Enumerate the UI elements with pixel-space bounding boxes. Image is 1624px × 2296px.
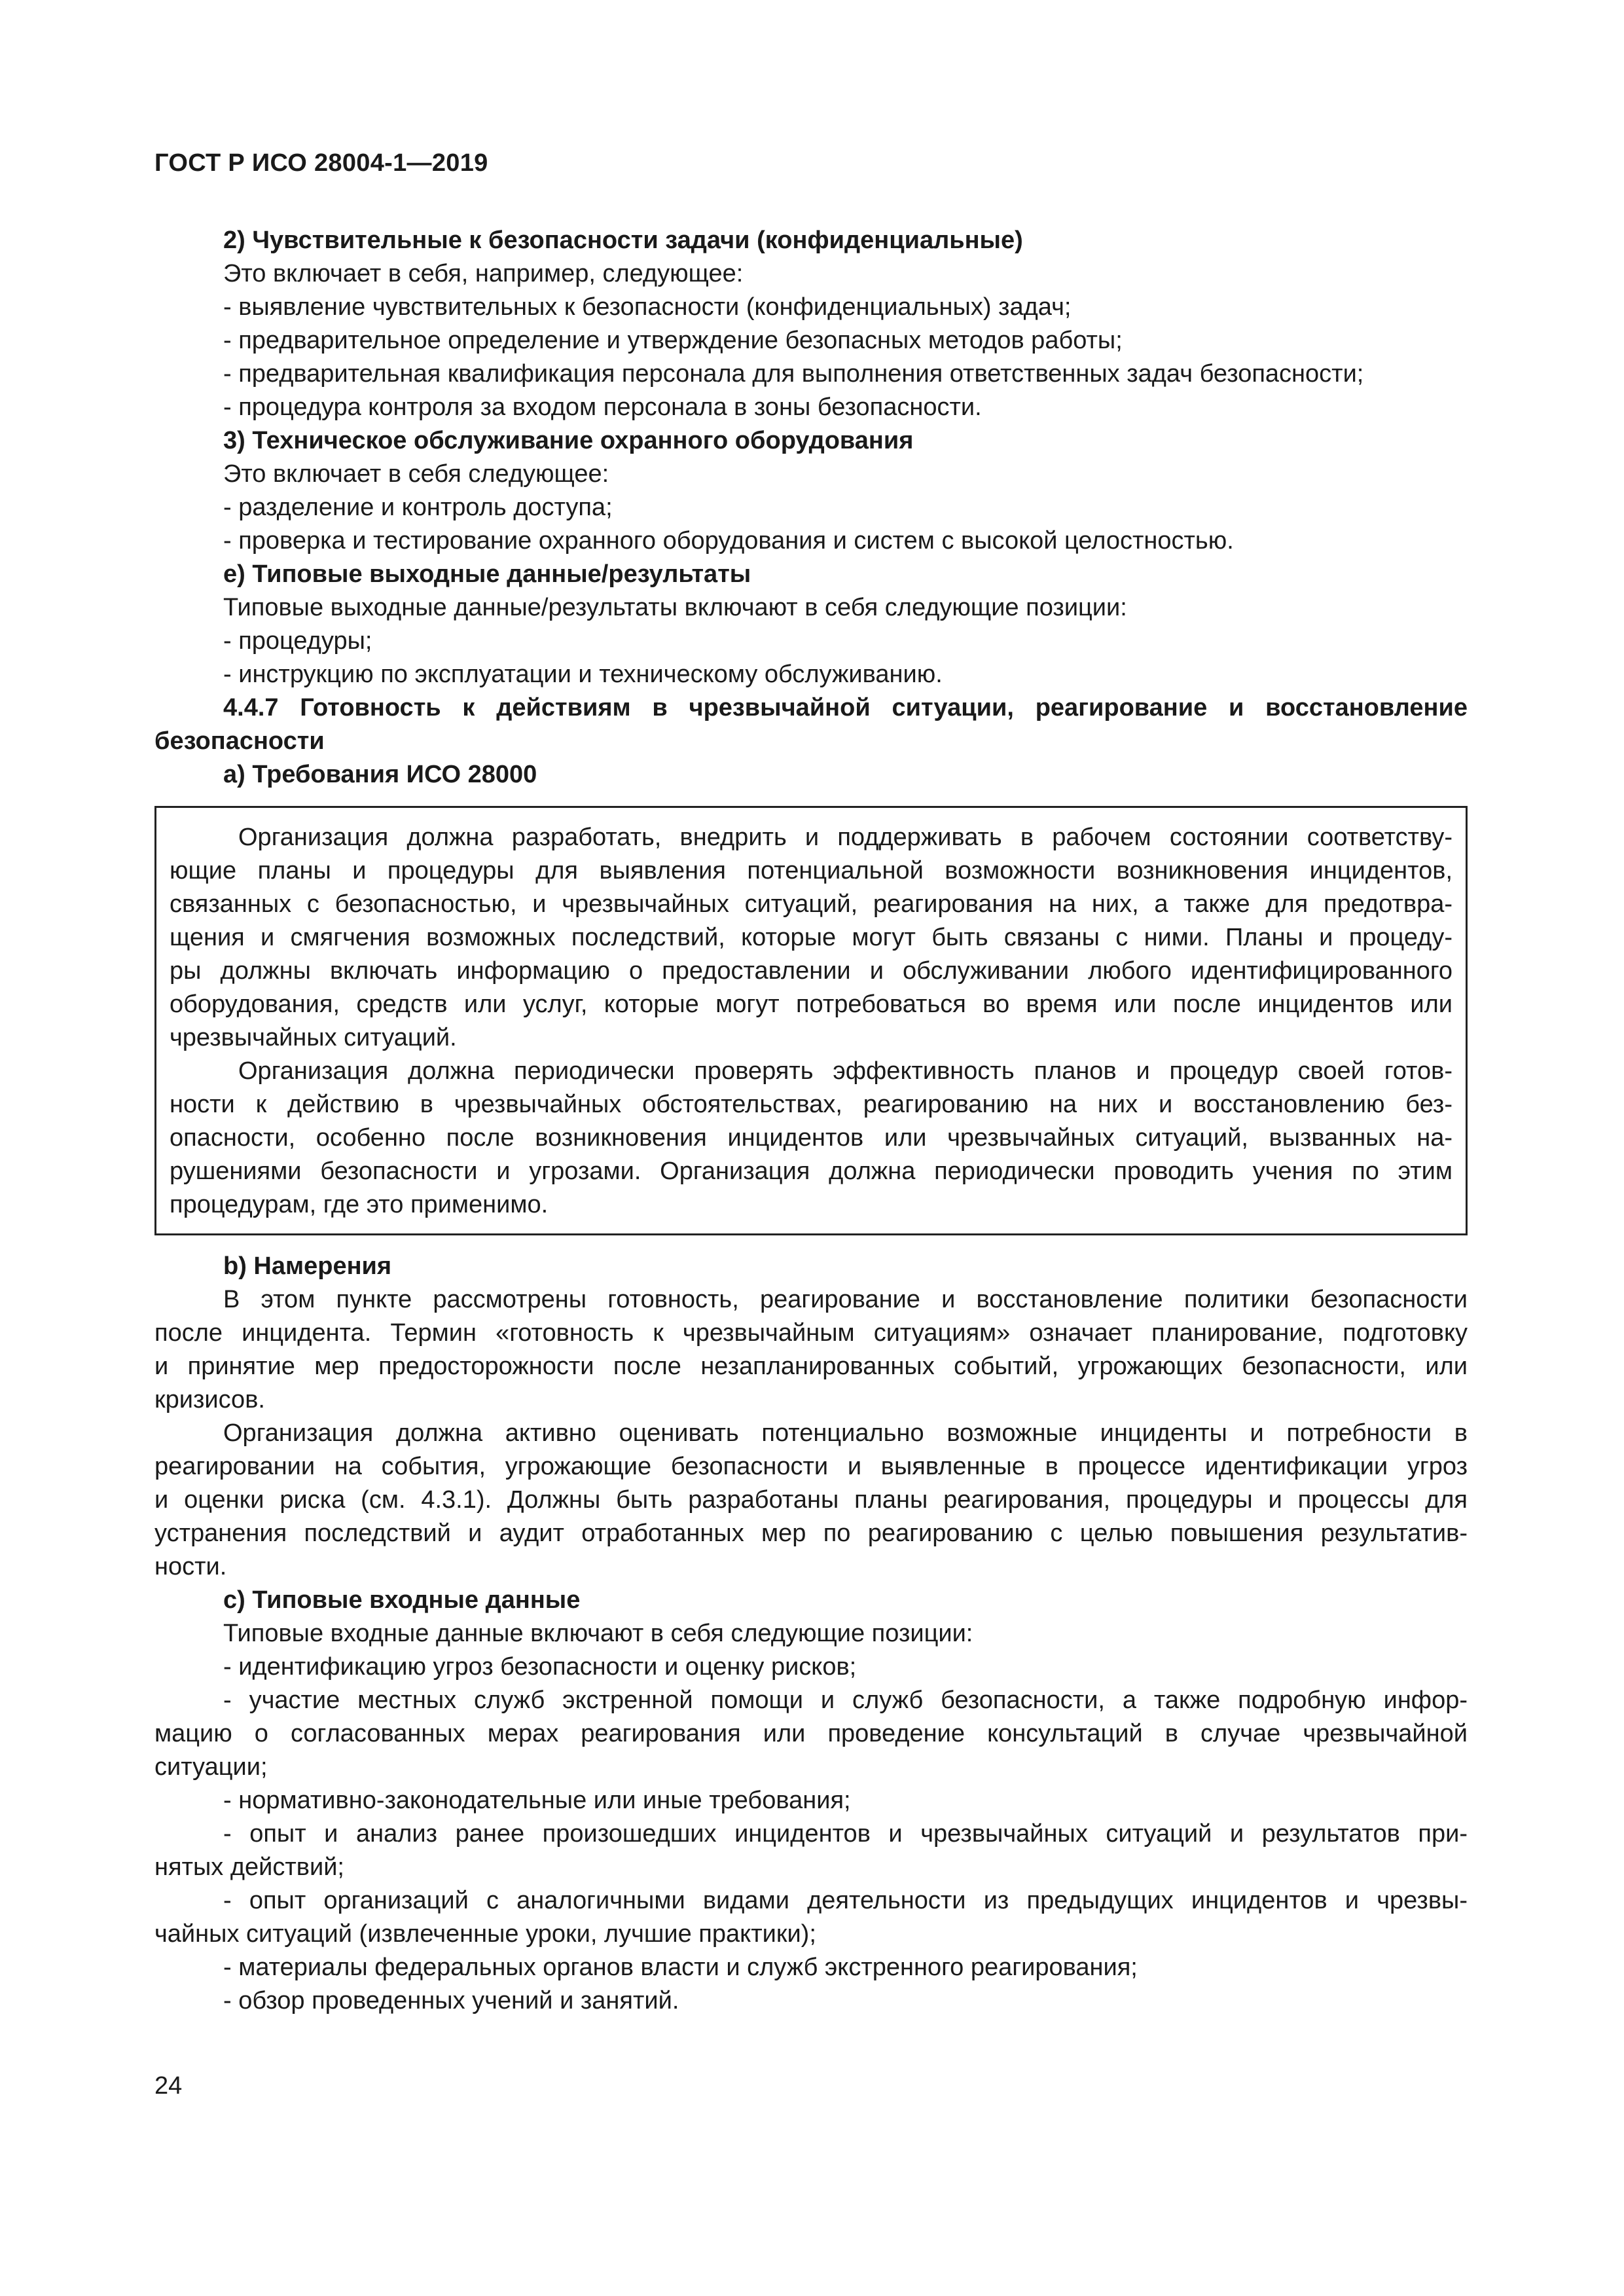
inputs-heading: с) Типовые входные данные bbox=[223, 1586, 581, 1614]
block3-heading: е) Типовые выходные данные/результаты bbox=[223, 560, 751, 588]
list-item: - нормативно-законодательные или иные требования; bbox=[223, 1787, 851, 1814]
inputs-intro: Типовые входные данные включают в себя следующие позиции: bbox=[223, 1620, 973, 1647]
intent-heading: b) Намерения bbox=[223, 1252, 392, 1280]
block2-heading: 3) Техническое обслуживание охранного оборудования bbox=[223, 427, 914, 454]
box-line: ры должны включать информацию о предоставлении и обслуживании любого идентифицированного bbox=[170, 957, 1453, 985]
paragraph-line: после инцидента. Термин «готовность к чрезвычайным ситуациям» означает планирование, подготовку bbox=[154, 1319, 1468, 1347]
paragraph-line: реагировании на события, угрожающие безопасности и выявленные в процессе идентификации угроз bbox=[154, 1453, 1468, 1480]
paragraph-line: и принятие мер предосторожности после незапланированных событий, угрожающих безопасности, или bbox=[154, 1353, 1468, 1380]
list-item: - проверка и тестирование охранного оборудования и систем с высокой целостностью. bbox=[223, 527, 1234, 555]
subsection-a-heading: а) Требования ИСО 28000 bbox=[223, 761, 537, 788]
list-item: - материалы федеральных органов власти и служб экстренного реагирования; bbox=[223, 1954, 1138, 1981]
list-item: - идентификацию угроз безопасности и оценку рисков; bbox=[223, 1653, 857, 1681]
paragraph-line: и оценки риска (см. 4.3.1). Должны быть разработаны планы реагирования, процедуры и процессы для bbox=[154, 1486, 1468, 1514]
list-item: - процедура контроля за входом персонала в зоны безопасности. bbox=[223, 393, 982, 421]
list-item: мацию о согласованных мерах реагирования или проведение консультаций в случае чрезвычайной bbox=[154, 1720, 1468, 1747]
list-item: нятых действий; bbox=[154, 1853, 344, 1881]
paragraph-line: кризисов. bbox=[154, 1386, 265, 1413]
box-line: опасности, особенно после возникновения инцидентов или чрезвычайных ситуаций, вызванных на- bbox=[170, 1124, 1453, 1152]
list-item: - опыт организаций с аналогичными видами деятельности из предыдущих инцидентов и чрезвы- bbox=[223, 1887, 1468, 1914]
page-number: 24 bbox=[154, 2072, 183, 2100]
box-line: процедурам, где это применимо. bbox=[170, 1191, 549, 1218]
block2-intro: Это включает в себя следующее: bbox=[223, 460, 609, 488]
paragraph-line: Организация должна активно оценивать потенциально возможные инциденты и потребности в bbox=[223, 1419, 1468, 1447]
list-item: ситуации; bbox=[154, 1753, 268, 1781]
paragraph-line: устранения последствий и аудит отработанных мер по реагированию с целью повышения результатив- bbox=[154, 1520, 1468, 1547]
block1-heading: 2) Чувствительные к безопасности задачи (конфиденциальные) bbox=[223, 227, 1023, 254]
list-item: чайных ситуаций (извлеченные уроки, лучшие практики); bbox=[154, 1920, 816, 1948]
box-line: щения и смягчения возможных последствий, которые могут быть связаны с ними. Планы и процеду- bbox=[170, 924, 1453, 951]
box-line: связанных с безопасностью, и чрезвычайных ситуаций, реагирования на них, а также для предотвра- bbox=[170, 890, 1453, 918]
box-line: чрезвычайных ситуаций. bbox=[170, 1024, 457, 1051]
box-line: Организация должна периодически проверять эффективность планов и процедур своей готов- bbox=[238, 1057, 1453, 1085]
list-item: - выявление чувствительных к безопасности (конфиденциальных) задач; bbox=[223, 293, 1072, 321]
requirements-box bbox=[154, 806, 1468, 1235]
box-line: Организация должна разработать, внедрить и поддерживать в рабочем состоянии соответству- bbox=[238, 824, 1453, 851]
section-heading-line2: безопасности bbox=[154, 727, 325, 755]
box-line: оборудования, средств или услуг, которые могут потребоваться во время или после инцидентов или bbox=[170, 991, 1453, 1018]
box-line: ности к действию в чрезвычайных обстоятельствах, реагированию на них и восстановлению без- bbox=[170, 1091, 1453, 1118]
list-item: - участие местных служб экстренной помощи и служб безопасности, а также подробную инфор- bbox=[223, 1686, 1468, 1714]
box-line: ющие планы и процедуры для выявления потенциальной возможности возникновения инцидентов, bbox=[170, 857, 1453, 884]
block3-intro: Типовые выходные данные/результаты включают в себя следующие позиции: bbox=[223, 594, 1127, 621]
section-heading-line1: 4.4.7 Готовность к действиям в чрезвычайной ситуации, реагирование и восстановление bbox=[223, 694, 1468, 721]
paragraph-line: В этом пункте рассмотрены готовность, реагирование и восстановление политики безопасности bbox=[223, 1286, 1468, 1313]
paragraph-line: ности. bbox=[154, 1553, 227, 1580]
block1-intro: Это включает в себя, например, следующее: bbox=[223, 260, 744, 287]
list-item: - инструкцию по эксплуатации и техническому обслуживанию. bbox=[223, 661, 943, 688]
list-item: - опыт и анализ ранее произошедших инцидентов и чрезвычайных ситуаций и результатов при- bbox=[223, 1820, 1468, 1848]
list-item: - разделение и контроль доступа; bbox=[223, 494, 613, 521]
box-line: рушениями безопасности и угрозами. Организация должна периодически проводить учения по этим bbox=[170, 1157, 1453, 1185]
list-item: - предварительная квалификация персонала для выполнения ответственных задач безопасности; bbox=[223, 360, 1364, 388]
document-body bbox=[154, 224, 1468, 2018]
document-header: ГОСТ Р ИСО 28004-1—2019 bbox=[154, 149, 488, 177]
list-item: - обзор проведенных учений и занятий. bbox=[223, 1987, 679, 2014]
list-item: - процедуры; bbox=[223, 627, 372, 655]
list-item: - предварительное определение и утверждение безопасных методов работы; bbox=[223, 327, 1123, 354]
